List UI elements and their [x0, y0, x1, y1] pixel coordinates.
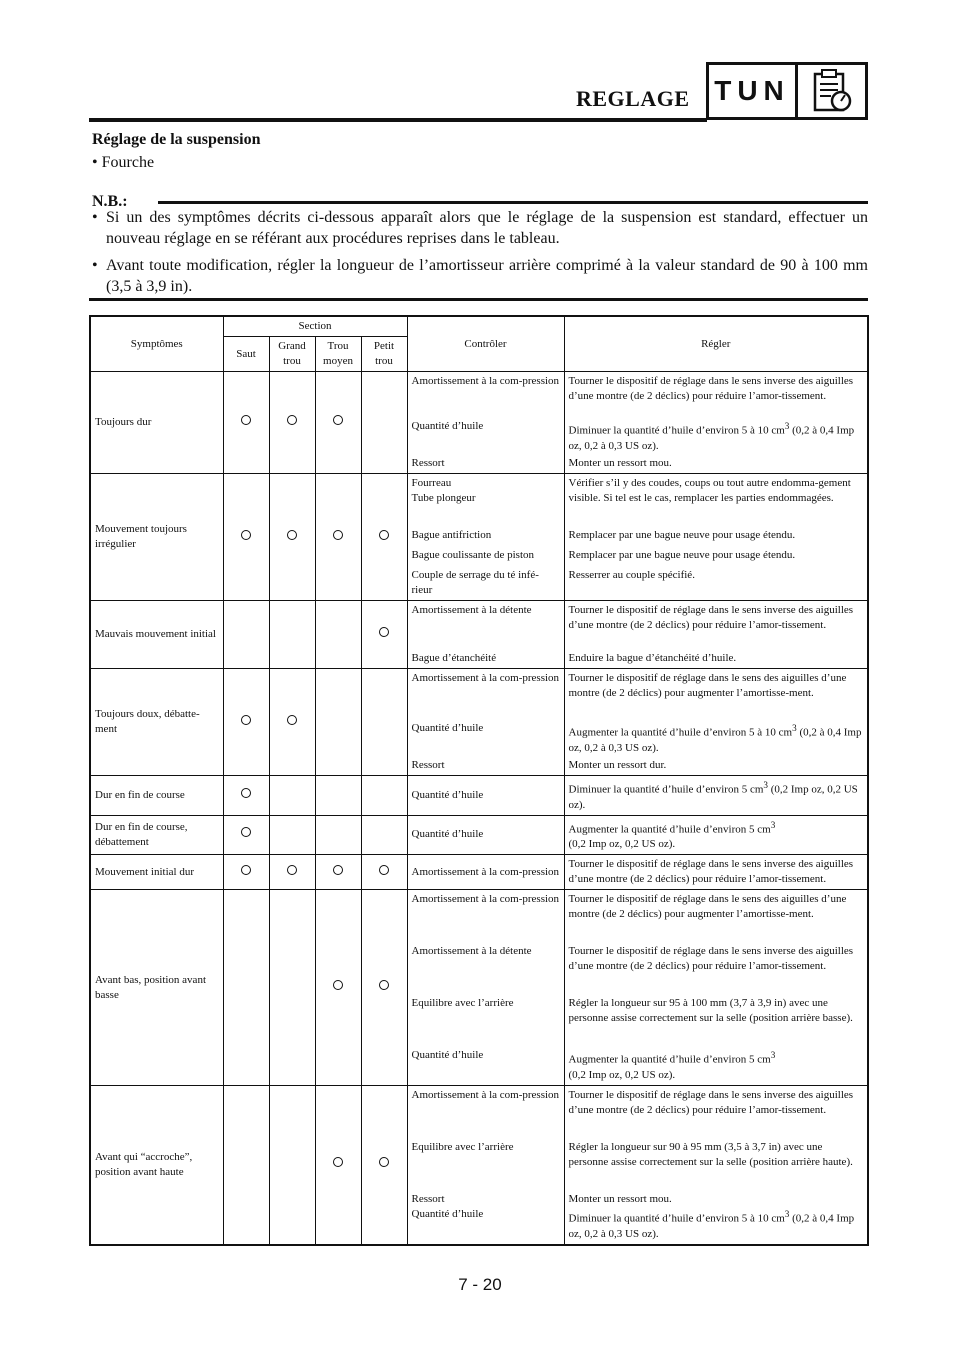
section-cell: [315, 776, 361, 816]
table-row: [90, 474, 868, 601]
control-item: Couple de serrage du té infé-rieur: [411, 569, 539, 596]
adjust-item: Augmenter la quantité d’huile d’environ 5 $cm^3$ (0,2 Imp oz, 0,2 US oz).: [568, 1050, 776, 1081]
section-cell: [361, 669, 407, 776]
control-cell: Quantité d’huile: [407, 815, 564, 855]
table-row: [90, 855, 868, 890]
section-cell: [223, 776, 269, 816]
header-symptomes: Symptômes: [90, 316, 223, 372]
adjust-item: Régler la longueur sur 90 à 95 mm (3,5 à 3,7 in) avec une personne assise correctement sur la selle (position arrière haute).: [568, 1140, 853, 1168]
adjust-item: Monter un ressort dur.: [568, 759, 667, 771]
adjust-item: Tourner le dispositif de réglage dans le sens inverse des aiguilles d’une montre (de 2 déclics) pour réduire l’amor-tissement.: [568, 945, 854, 973]
control-item: Bague antifriction: [411, 529, 492, 541]
control-item: Tube plongeur: [411, 492, 476, 504]
control-cell: [407, 669, 564, 776]
section-cell: [269, 855, 315, 890]
section-cell: [315, 1085, 361, 1244]
check-circle-icon: [241, 788, 251, 798]
bullet-fourche: • Fourche: [92, 154, 155, 171]
nb-item-1: • Si un des symptômes décrits ci-dessous apparaît alors que le réglage de la suspension est standard, effectuer un nouveau réglage en se référant aux procédures reprises dans le tableau.: [92, 209, 868, 247]
adjust-cell: [564, 601, 868, 669]
section-cell: [361, 601, 407, 669]
adjust-item: Tourner le dispositif de réglage dans le sens inverse des aiguilles d’une montre (de 2 déclics) pour réduire l’amor-tissement.: [568, 604, 854, 631]
header-regler: Régler: [564, 316, 868, 372]
control-item: Amortissement à la com-pression: [411, 1088, 560, 1101]
section-cell: [269, 1085, 315, 1244]
adjust-item: Resserrer au couple spécifié.: [568, 569, 695, 581]
section-cell: [361, 815, 407, 855]
check-circle-icon: [333, 530, 343, 540]
section-cell: [361, 372, 407, 474]
table-row: [90, 669, 868, 776]
check-circle-icon: [333, 980, 343, 990]
adjust-item: Augmenter la quantité d’huile d’environ 5 à 10 $cm^3$ (0,2 à 0,4 Imp oz, 0,2 à 0,3 US oz).: [568, 723, 862, 754]
adjust-item: Diminuer la quantité d’huile d’environ 5 à 10 $cm^3$ (0,2 à 0,4 Imp oz, 0,2 à 0,3 US oz).: [568, 1208, 855, 1240]
adjust-cell: Diminuer la quantité d’huile d’environ 5 $cm^3$ (0,2 Imp oz, 0,2 US oz).: [564, 776, 868, 816]
control-item: Amortissement à la com-pression: [411, 893, 560, 906]
header-section: Section: [223, 316, 407, 337]
symptom-cell: Avant qui “accroche”, position avant haute: [90, 1085, 223, 1244]
adjust-cell: Tourner le dispositif de réglage dans le sens inverse des aiguilles d’une montre (de 2 déclics) pour réduire l’amor-tissement.: [564, 855, 868, 890]
section-cell: [269, 601, 315, 669]
control-item: Amortissement à la détente: [411, 604, 532, 616]
header-saut: Saut: [223, 337, 269, 372]
table-row: [90, 815, 868, 855]
page-header-title: REGLAGE: [576, 86, 690, 111]
tun-badge: [706, 62, 868, 120]
symptom-cell: Mouvement initial dur: [90, 855, 223, 890]
check-circle-icon: [379, 530, 389, 540]
section-cell: [361, 474, 407, 601]
check-circle-icon: [287, 415, 297, 425]
check-circle-icon: [287, 530, 297, 540]
check-circle-icon: [333, 865, 343, 875]
adjust-cell: [564, 1085, 868, 1244]
header-controler: Contrôler: [407, 316, 564, 372]
check-circle-icon: [333, 415, 343, 425]
nb-item-2: • Avant toute modification, régler la longueur de l’amortisseur arrière comprimé à la valeur standard de 90 à 100 mm (3,5 à 3,9 in).: [92, 257, 868, 295]
header-grand-trou: Grand trou: [269, 337, 315, 372]
control-item: Quantité d’huile: [411, 1207, 484, 1220]
control-item: Fourreau: [411, 477, 452, 489]
adjust-item: Vérifier s’il y des coudes, coups ou tout autre endomma-gement visible. Si tel est le cas, remplacer les parties endommagées.: [568, 477, 851, 504]
section-cell: [315, 855, 361, 890]
header-petit-trou: Petit trou: [361, 337, 407, 372]
adjust-cell: [564, 890, 868, 1086]
adjust-item: Monter un ressort mou.: [568, 1192, 672, 1205]
adjust-item: Enduire la bague d’étanchéité d’huile.: [568, 652, 737, 664]
adjust-cell: [564, 372, 868, 474]
section-cell: [223, 855, 269, 890]
check-circle-icon: [379, 627, 389, 637]
page-number: 7 - 20: [458, 1275, 502, 1294]
symptom-cell: Toujours dur: [90, 372, 223, 474]
control-item: Equilibre avec l’arrière: [411, 1140, 514, 1153]
adjust-cell: [564, 474, 868, 601]
check-circle-icon: [241, 827, 251, 837]
control-item: Ressort: [411, 1192, 445, 1205]
section-cell: [269, 474, 315, 601]
adjust-item: Diminuer la quantité d’huile d’environ 5 à 10 $cm^3$ (0,2 à 0,4 Imp oz, 0,2 à 0,3 US oz).: [568, 421, 855, 452]
section-cell: [361, 1085, 407, 1244]
nb-label: N.B.:: [92, 193, 128, 210]
control-item: Amortissement à la com-pression: [411, 672, 560, 684]
nb-rule: [158, 201, 868, 204]
check-circle-icon: [379, 1157, 389, 1167]
nb-end-rule: [89, 298, 868, 301]
symptom-cell: Mauvais mouvement initial: [90, 601, 223, 669]
adjust-item: Régler la longueur sur 95 à 100 mm (3,7 à 3,9 in) avec une personne assise correctement sur la selle (position arrière basse).: [568, 997, 853, 1025]
check-circle-icon: [241, 415, 251, 425]
control-cell: [407, 601, 564, 669]
adjust-cell: Augmenter la quantité d’huile d’environ 5 $cm^3$ (0,2 Imp oz, 0,2 US oz).: [564, 815, 868, 855]
section-cell: [361, 855, 407, 890]
section-title: Réglage de la suspension: [92, 131, 261, 148]
check-circle-icon: [287, 865, 297, 875]
section-cell: [315, 474, 361, 601]
section-cell: [223, 372, 269, 474]
section-cell: [223, 1085, 269, 1244]
section-cell: [315, 372, 361, 474]
symptom-cell: Mouvement toujours irrégulier: [90, 474, 223, 601]
table-row: [90, 776, 868, 816]
check-circle-icon: [241, 865, 251, 875]
adjust-item: Monter un ressort mou.: [568, 457, 672, 469]
control-item: Equilibre avec l’arrière: [411, 997, 514, 1010]
control-cell: [407, 1085, 564, 1244]
fourche-label: Fourche: [101, 154, 155, 171]
control-item: Bague coulissante de piston: [411, 549, 535, 561]
check-circle-icon: [379, 980, 389, 990]
tun-label: TUN: [709, 65, 798, 117]
section-cell: [223, 890, 269, 1086]
control-item: Amortissement à la com-pression: [411, 375, 560, 387]
adjustment-table: [89, 315, 869, 1246]
control-cell: Amortissement à la com-pression: [407, 855, 564, 890]
symptom-cell: Dur en fin de course, débattement: [90, 815, 223, 855]
section-cell: [269, 890, 315, 1086]
adjust-cell: [564, 669, 868, 776]
check-circle-icon: [287, 715, 297, 725]
adjust-item: Tourner le dispositif de réglage dans le sens des aiguilles d’une montre (de 2 déclics) pour augmenter l’amortisse-ment.: [568, 672, 847, 699]
adjust-item: Tourner le dispositif de réglage dans le sens des aiguilles d’une montre (de 2 déclics) pour augmenter l’amortisse-ment.: [568, 893, 847, 921]
section-cell: [315, 669, 361, 776]
section-cell: [269, 372, 315, 474]
control-item: Quantité d’huile: [411, 1049, 484, 1062]
check-circle-icon: [379, 865, 389, 875]
nb-item-text: Avant toute modification, régler la longueur de l’amortisseur arrière comprimé à la valeur standard de 90 à 100 mm (3,5 à 3,9 in).: [106, 257, 868, 295]
header-trou-moyen: Trou moyen: [315, 337, 361, 372]
control-item: Quantité d’huile: [411, 420, 484, 432]
control-item: Amortissement à la détente: [411, 945, 532, 958]
symptom-cell: Avant bas, position avant basse: [90, 890, 223, 1086]
control-cell: [407, 372, 564, 474]
control-item: Quantité d’huile: [411, 722, 484, 734]
section-cell: [269, 815, 315, 855]
section-cell: [315, 890, 361, 1086]
symptom-cell: Dur en fin de course: [90, 776, 223, 816]
check-circle-icon: [241, 715, 251, 725]
control-item: Ressort: [411, 457, 445, 469]
control-item: Ressort: [411, 759, 445, 771]
section-cell: [269, 776, 315, 816]
nb-item-text: Si un des symptômes décrits ci-dessous apparaît alors que le réglage de la suspension est standard, effectuer un nouveau réglage en se référant aux procédures reprises dans le tableau.: [106, 209, 868, 247]
section-cell: [223, 601, 269, 669]
control-cell: [407, 890, 564, 1086]
section-cell: [223, 815, 269, 855]
clipboard-gauge-icon: [798, 65, 865, 117]
section-cell: [361, 776, 407, 816]
section-cell: [315, 815, 361, 855]
adjust-item: Remplacer par une bague neuve pour usage étendu.: [568, 529, 796, 541]
table-row: [90, 1085, 868, 1244]
section-cell: [315, 601, 361, 669]
control-item: Bague d’étanchéité: [411, 652, 497, 664]
control-cell: [407, 474, 564, 601]
adjust-item: Tourner le dispositif de réglage dans le sens inverse des aiguilles d’une montre (de 2 déclics) pour réduire l’amor-tissement.: [568, 1088, 854, 1116]
table-row: [90, 601, 868, 669]
check-circle-icon: [241, 530, 251, 540]
check-circle-icon: [333, 1157, 343, 1167]
adjust-item: Remplacer par une bague neuve pour usage étendu.: [568, 549, 796, 561]
header-rule: [89, 118, 707, 122]
control-cell: Quantité d’huile: [407, 776, 564, 816]
section-cell: [361, 890, 407, 1086]
symptom-cell: Toujours doux, débatte-ment: [90, 669, 223, 776]
section-cell: [223, 669, 269, 776]
table-row: [90, 890, 868, 1086]
section-cell: [223, 474, 269, 601]
adjust-item: Tourner le dispositif de réglage dans le sens inverse des aiguilles d’une montre (de 2 déclics) pour réduire l’amor-tissement.: [568, 375, 854, 402]
table-row: [90, 372, 868, 474]
section-cell: [269, 669, 315, 776]
